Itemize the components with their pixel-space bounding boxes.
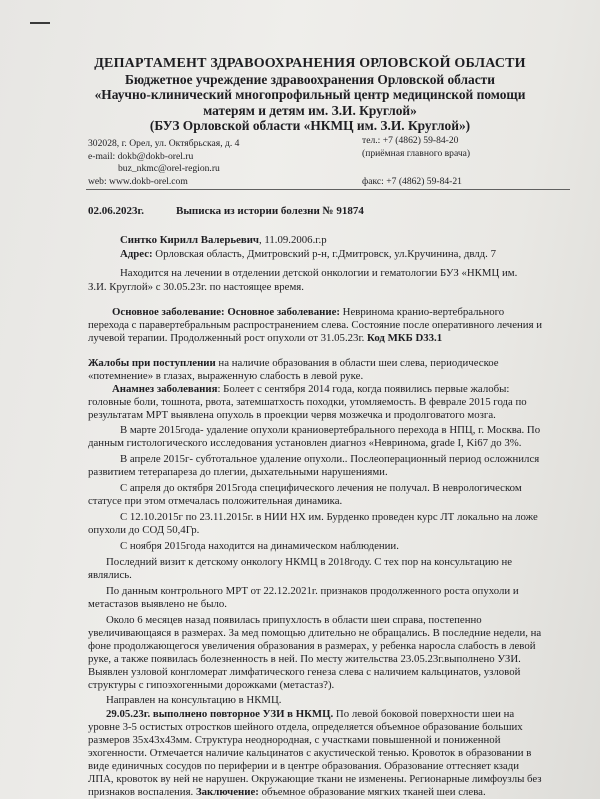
- anamnesis-line: По данным контрольного МРТ от 22.12.2021г. признаков продолженного роста опухоли и: [106, 585, 519, 597]
- ultrasound-line: [106, 708, 514, 721]
- anamnesis-line: Выявлен узловой конгломерат лимфатического генеза слева с наличием кальцинатов, узловой: [88, 666, 521, 678]
- diagnosis-line: [88, 332, 442, 345]
- ultrasound-line: уровне 3-5 остистых отростков шейного отдела, определяется объемное образование больших: [88, 721, 523, 733]
- header-divider: [86, 189, 570, 190]
- institution-line: Бюджетное учреждение здравоохранения Орловской области: [125, 71, 495, 87]
- anamnesis-label: Анамнез заболевания: [112, 383, 218, 395]
- phone-note: (приёмная главного врача): [362, 147, 471, 159]
- complaints-text: на наличие образования в области шеи слева, периодическое: [215, 357, 499, 369]
- anamnesis-line: С 12.10.2015г по 23.11.2015г. в НИИ НХ им. Бурденко проведен курс ЛТ локально на ложе: [120, 511, 538, 523]
- anamnesis-line: [112, 383, 509, 396]
- department-title: ДЕПАРТАМЕНТ ЗДРАВООХРАНЕНИЯ ОРЛОВСКОЙ ОБЛАСТИ: [94, 56, 526, 71]
- postal-address: 302028, г. Орел, ул. Октябрьская, д. 4: [88, 138, 240, 149]
- document-date: 02.06.2023г.: [88, 205, 145, 217]
- ultrasound-line: [88, 786, 486, 799]
- complaints-line: [88, 357, 499, 370]
- anamnesis-line: Около 6 месяцев назад появилась припухлость в области шеи справа, постепенно: [106, 614, 482, 626]
- icd-code: Код МКБ D33.1: [364, 332, 443, 344]
- anamnesis-line: фоне продолжающегося увеличения образования в размерах, у ребенка наросла слабость в левой: [88, 640, 536, 652]
- anamnesis-line: С апреля до октября 2015года специфического лечения не получал. В неврологическом: [120, 482, 522, 494]
- website: web: www.dokb-orel.com: [88, 175, 188, 187]
- diagnosis-line: перехода с паравертебральным распространением слева. Состояние после оперативного лечения и: [88, 319, 543, 331]
- institution-line: матерям и детям им. З.И. Круглой»: [203, 102, 417, 118]
- ultrasound-line: эхогенности. Отмечается наличие кальцинатов с акустической тенью. Кровоток в образовании в: [88, 747, 532, 759]
- diagnosis-line: [112, 306, 504, 319]
- patient-name: Синтко Кирилл Валерьевич: [120, 234, 259, 246]
- patient-line: [120, 234, 327, 247]
- conclusion-label: Заключение:: [195, 786, 259, 798]
- complaints-label: Жалобы при поступлении: [88, 357, 216, 369]
- contacts-left: [88, 138, 239, 188]
- ultrasound-line: виде единичных сосудов по периферии и в центре образования. Образование оттесняет кзади: [88, 760, 519, 772]
- anamnesis-line: В марте 2015года- удаление опухоли краниовертебрального перехода в НПЦ, г. Москва. По: [120, 424, 541, 436]
- ultrasound-label: 29.05.23г. выполнено повторное УЗИ в НКМЦ.: [106, 708, 334, 720]
- complaints-line: «потемнение» в глазах, выраженную слабость в левой руке.: [88, 370, 364, 382]
- anamnesis-line: результатам МРТ выявлена опухоль в проекции червя мозжечка и продолговатого мозга.: [88, 409, 496, 421]
- diagnosis-text: Невринома кранио-вертебрального: [339, 306, 505, 318]
- institution-line: «Научно-клинический многопрофильный центр медицинской помощи: [94, 87, 526, 102]
- stay-line: З.И. Круглой» с 30.05.23г. по настоящее время.: [88, 281, 304, 293]
- email-primary: e-mail: dokb@dokb-orel.ru: [88, 150, 194, 162]
- ultrasound-line: ЛПА, кровоток ву ней не нарушен. Окружающие ткани не изменены. Регионарные лимфоузлы без: [88, 773, 542, 785]
- document-title: Выписка из истории болезни № 91874: [176, 205, 364, 217]
- ultrasound-text: По левой боковой поверхности шеи на: [333, 708, 515, 720]
- ultrasound-text: признаков воспаления.: [88, 786, 194, 798]
- ultrasound-line: размеров 35х43х43мм. Структура неоднородная, с участками повышенной и пониженной: [88, 734, 501, 746]
- anamnesis-line: увеличивающаяся в размерах. За мед помощью длительно не обращались. В последние недели, на: [88, 627, 542, 639]
- institution-short-name: (БУЗ Орловской области «НКМЦ им. З.И. Круглой»): [149, 118, 471, 133]
- anamnesis-line: Направлен на консультацию в НКМЦ.: [106, 694, 282, 706]
- anamnesis-line: метастазов выявлено не было.: [88, 598, 227, 610]
- anamnesis-line: данным гистологического исследования установлен диагноз «Невринома, grade I, Ki67 до 3%.: [88, 437, 522, 449]
- anamnesis-text: : Болеет с сентября 2014 года, когда появились первые жалобы:: [217, 383, 510, 395]
- contacts-right: [362, 135, 470, 189]
- anamnesis-line: являлись.: [88, 569, 132, 581]
- letterhead: [40, 56, 580, 134]
- anamnesis-line: руке, а также появилась болезненность в ней. По месту жительства 23.05.23г.выполнено УЗИ.: [88, 653, 521, 665]
- document-line: [88, 205, 588, 217]
- patient-dob: , 11.09.2006.г.р: [259, 234, 327, 246]
- anamnesis-line: В апреле 2015г- субтотальное удаление опухоли.. Послеоперационный период осложнился: [120, 453, 540, 465]
- anamnesis-line: головные боли, тошнота, рвота, затемшатхость походки, утомляемость. В феврале 2015 года по: [88, 396, 527, 408]
- patient-address-line: [120, 248, 496, 261]
- diagnosis-text: лучевой терапии. Продолженный рост опухоли от 31.05.23г.: [88, 332, 365, 344]
- anamnesis-line: Последний визит к детскому онкологу НКМЦ в 2018году. С тех пор на консультацию не: [106, 556, 513, 568]
- conclusion-text: объемное образование мягких тканей шеи слева.: [258, 786, 486, 798]
- patient-address: Орловская область, Дмитровский р-н, г.Дмитровск, ул.Кручинина, двлд. 7: [152, 248, 496, 260]
- stay-line: Находится на лечении в отделении детской онкологии и гематологии БУЗ «НКМЦ им.: [120, 267, 518, 279]
- phone: тел.: +7 (4862) 59-84-20: [362, 135, 459, 146]
- address-label: Адрес:: [120, 248, 153, 260]
- anamnesis-line: статусе при этом отмечалась положительная динамика.: [88, 495, 343, 507]
- anamnesis-line: С ноября 2015года находится на динамическом наблюдении.: [120, 540, 399, 552]
- corner-dash: [30, 22, 50, 24]
- anamnesis-line: структуры с гипоэхогенными дорожками (метастаз?).: [88, 679, 335, 691]
- anamnesis-line: развитием тетерапареза до плегии, дыхательными нарушениями.: [88, 466, 388, 478]
- anamnesis-line: опухоли до СОД 50,4Гр.: [88, 524, 200, 536]
- diagnosis-label: Основное заболевание: Основное заболевание:: [112, 306, 340, 318]
- fax: факс: +7 (4862) 59-84-21: [362, 176, 462, 187]
- email-secondary: buz_nkmc@orel-region.ru: [118, 163, 220, 174]
